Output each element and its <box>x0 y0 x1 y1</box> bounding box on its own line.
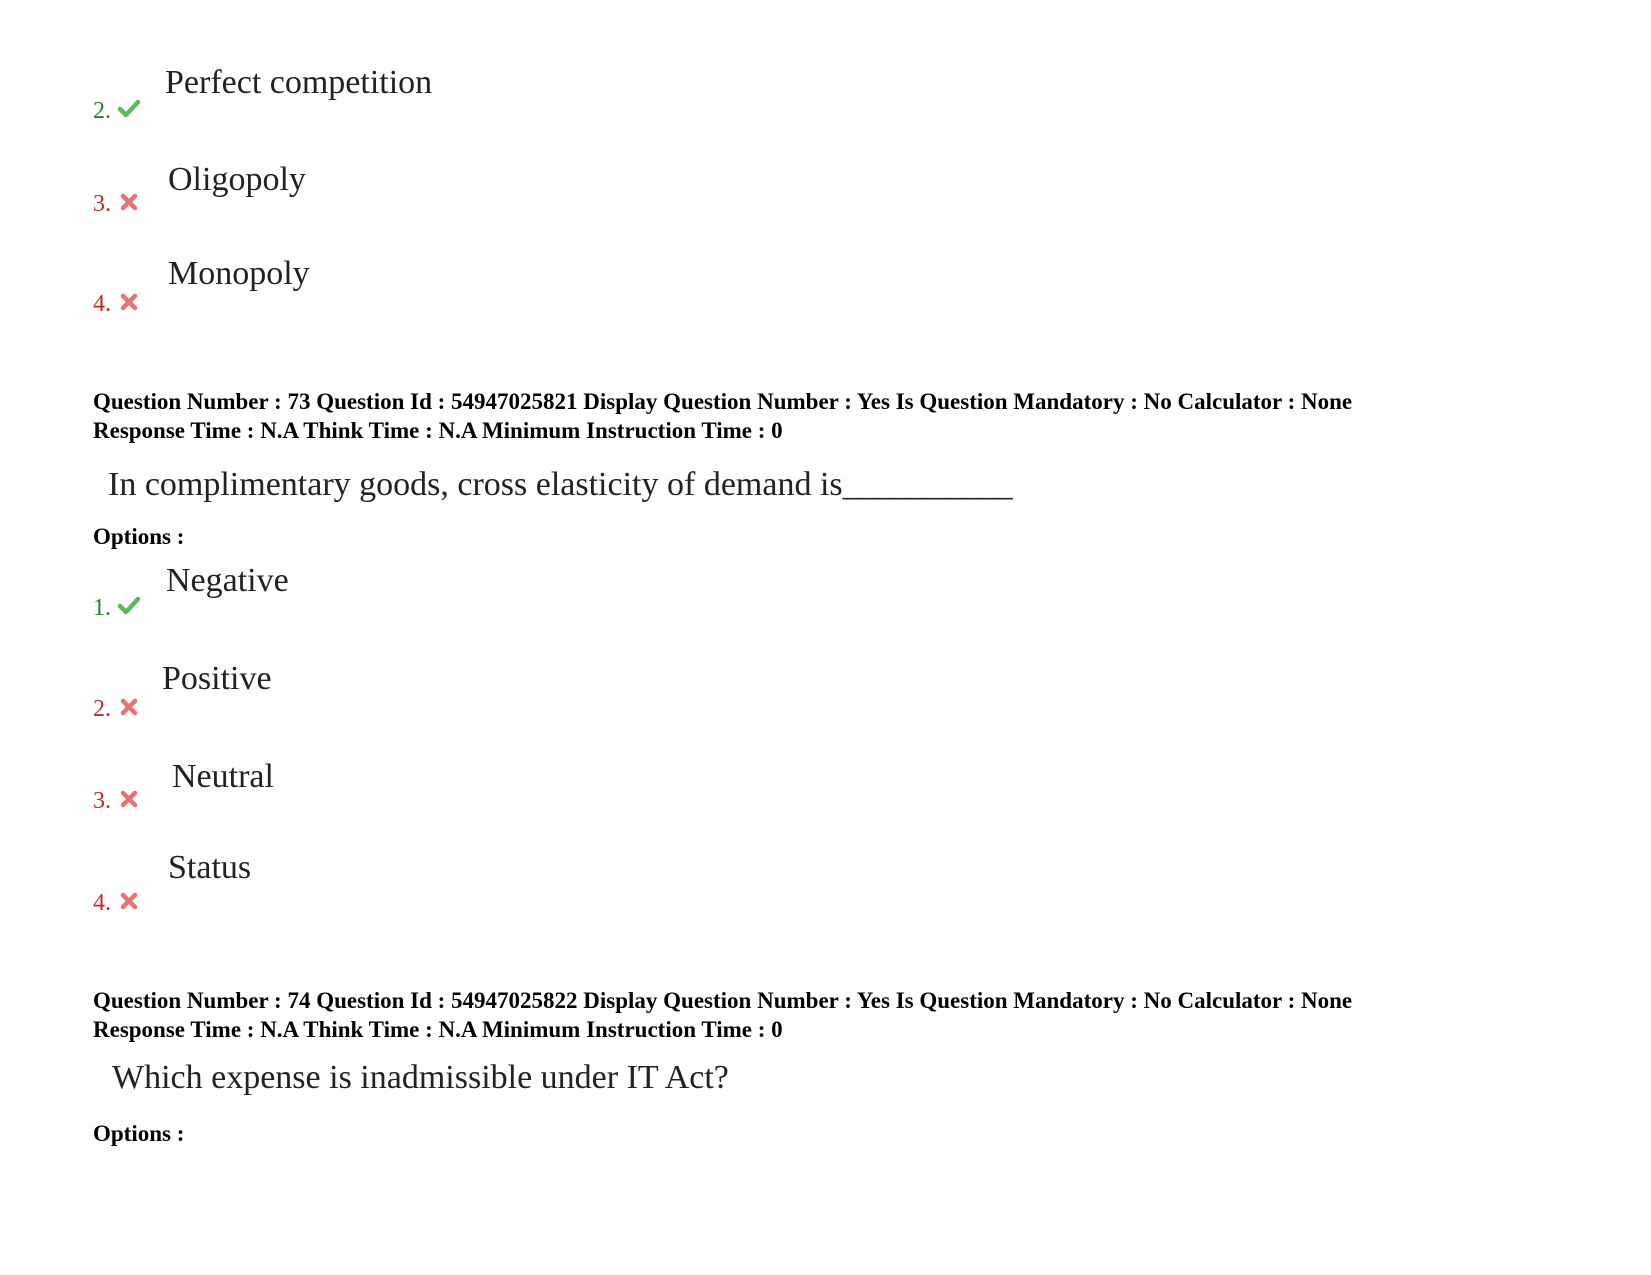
option-number <box>93 594 141 620</box>
options-label: Options : <box>93 524 185 549</box>
option-number-text: 3. <box>93 788 111 814</box>
cross-icon <box>117 695 141 719</box>
option-text: Positive <box>162 660 272 697</box>
option-number-text: 3. <box>93 191 111 217</box>
cross-icon <box>117 190 141 214</box>
option-number-text: 4. <box>93 291 111 317</box>
option-number <box>93 695 141 721</box>
option-text: Oligopoly <box>168 161 306 198</box>
option-number <box>93 290 141 316</box>
cross-icon <box>117 889 141 913</box>
option-text: Status <box>168 849 252 886</box>
option-number <box>93 190 141 216</box>
question-meta-line: Response Time : N.A Think Time : N.A Minimum Instruction Time : 0 <box>93 418 783 443</box>
question-meta <box>93 986 1352 1044</box>
options-label: Options : <box>93 1121 185 1146</box>
question-text: In complimentary goods, cross elasticity of demand is__________ <box>108 466 1013 503</box>
option-text: Neutral <box>172 758 274 795</box>
option-number-text: 4. <box>93 890 111 916</box>
check-icon <box>117 97 141 121</box>
question-meta <box>93 387 1352 445</box>
question-meta-line: Response Time : N.A Think Time : N.A Minimum Instruction Time : 0 <box>93 1017 783 1042</box>
option-text: Monopoly <box>168 255 310 292</box>
option-number-text: 2. <box>93 98 111 124</box>
option-text: Perfect competition <box>165 64 433 101</box>
check-icon <box>117 594 141 618</box>
option-text: Negative <box>166 562 289 599</box>
cross-icon <box>117 787 141 811</box>
cross-icon <box>117 290 141 314</box>
option-number-text: 2. <box>93 696 111 722</box>
question-meta-line: Question Number : 73 Question Id : 54947025821 Display Question Number : Yes Is Question Mandatory : No Calculator : None <box>93 389 1353 414</box>
question-text: Which expense is inadmissible under IT Act? <box>112 1059 729 1096</box>
option-number-text: 1. <box>93 595 111 621</box>
question-meta-line: Question Number : 74 Question Id : 54947025822 Display Question Number : Yes Is Question Mandatory : No Calculator : None <box>93 988 1353 1013</box>
option-number <box>93 97 141 123</box>
option-number <box>93 787 141 813</box>
option-number <box>93 889 141 915</box>
